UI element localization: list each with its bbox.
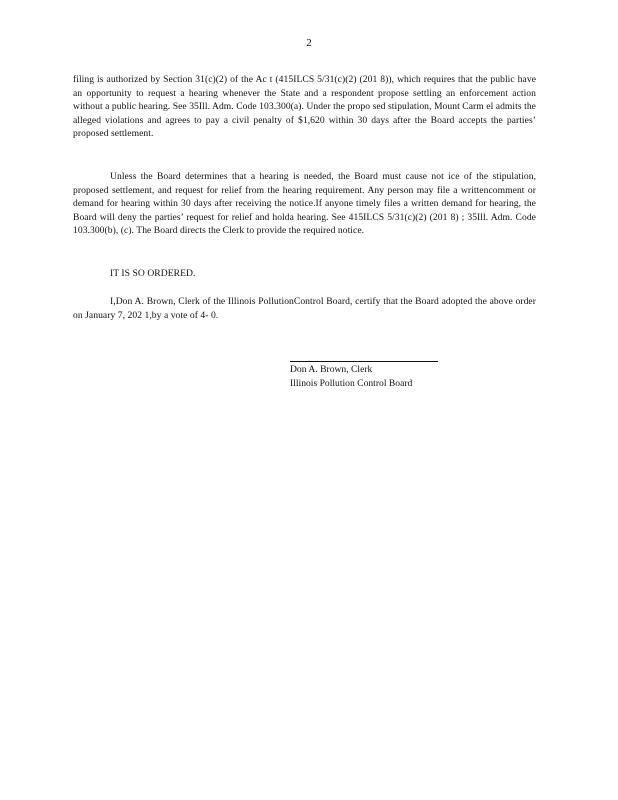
signature-block	[290, 361, 438, 390]
signature-title: Illinois Pollution Control Board	[290, 377, 413, 389]
signature-name: Don A. Brown, Clerk	[290, 364, 373, 375]
paragraph-hearing-authorization: filing is authorized by Section 31(c)(2) of the Ac t (415ILCS 5/31(c)(2) (201 8)), which requires that the public have an opportunity to request a hearing whenever the State and a respondent propose settling an enforcement action without a public hearing. See 35Ill. Adm. Code 103.300(a). Under the propo sed stipulation, Mount Carm el admits the alleged violations and agrees to pay a civil penalty of $1,620 within 30 days after the Board accepts the parties’ proposed settlement.	[73, 74, 536, 140]
paragraph-notice-requirement: Unless the Board determines that a hearing is needed, the Board must cause not ice of the stipulation, proposed settlement, and request for relief from the hearing requirement. Any person may file a writtencomment or demand for hearing within 30 days after receiving the notice.If anyone timely files a written demand for hearing, the Board will deny the parties’ request for relief and holda hearing. See 415ILCS 5/31(c)(2) (201 8) ; 35Ill. Adm. Code 103.300(b), (c). The Board directs the Clerk to provide the required notice.	[73, 171, 536, 237]
paragraph-so-ordered: IT IS SO ORDERED.	[110, 268, 196, 279]
signature-line	[290, 361, 438, 362]
paragraph-clerk-certification: I,Don A. Brown, Clerk of the Illinois PollutionControl Board, certify that the Board adopted the above order on January 7, 202 1,by a vote of 4- 0.	[73, 296, 536, 321]
page-number: 2	[306, 37, 312, 49]
